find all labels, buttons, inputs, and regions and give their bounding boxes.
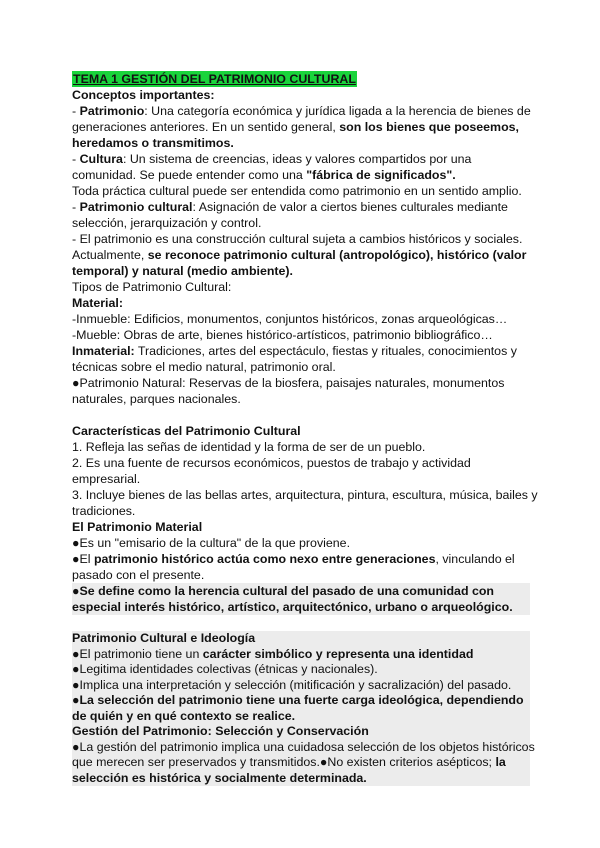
gestion-line-1: ●La gestión del patrimonio implica una cuidadosa selección de los objetos históricos	[72, 739, 535, 754]
ideologia-bullet-1-bold: carácter simbólico y representa una identidad	[202, 646, 474, 661]
construccion-line-1: - El patrimonio es una construcción cultural sujeta a cambios históricos y sociales.	[72, 232, 523, 246]
dash: -	[72, 200, 80, 214]
gestion-line-3: selección es histórica y socialmente determinada.	[72, 770, 367, 785]
patrimonio-bold-2: son los bienes que poseemos,	[339, 120, 519, 134]
material-bullet-3-line-1: ●Se define como la herencia cultural del pasado de una comunidad con	[72, 584, 494, 598]
ideologia-bullet-2: ●Legitima identidades colectivas (étnicas y nacionales).	[72, 662, 378, 676]
term-patrimonio-cultural: Patrimonio cultural	[79, 200, 193, 214]
document-content	[72, 71, 538, 786]
patrimonio-text-1: : Una categoría económica y jurídica ligada a la herencia de bienes de	[144, 104, 531, 118]
document-title: TEMA 1 GESTIÓN DEL PATRIMONIO CULTURAL	[73, 72, 356, 86]
material-label: Material:	[72, 296, 123, 310]
ideologia-bullet-4-line-2: de quién y en qué contexto se realice.	[72, 708, 296, 723]
term-patrimonio: Patrimonio	[79, 104, 145, 118]
caracteristica-3-line-2: tradiciones.	[72, 504, 136, 518]
ideologia-bullet-1	[72, 647, 530, 663]
caracteristica-3-line-1: 3. Incluye bienes de las bellas artes, arquitectura, pintura, escultura, música, bailes y	[72, 488, 538, 502]
conceptos-heading: Conceptos importantes:	[72, 88, 215, 102]
material-bullet-2-line-1	[72, 551, 532, 567]
gestion-text-2: que merecen ser preservados y transmitidos.●No existen criterios asépticos;	[72, 755, 496, 769]
gestion-heading: Gestión del Patrimonio: Selección y Conservación	[72, 724, 369, 738]
highlighted-block	[72, 583, 530, 615]
term-cultura: Cultura	[79, 152, 123, 166]
patrimonio-line-1	[72, 103, 532, 119]
title-line	[72, 71, 532, 87]
mueble-line: -Mueble: Obras de arte, bienes histórico-artísticos, patrimonio bibliográfico…	[72, 328, 493, 342]
natural-line-2: naturales, parques nacionales.	[72, 392, 241, 406]
inmueble-line: -Inmueble: Edificios, monumentos, conjuntos históricos, zonas arqueológicas…	[72, 312, 508, 326]
ideologia-bullet-3: ●Implica una interpretación y selección (mitificación y sacralización) del pasado.	[72, 677, 512, 692]
material-bullet-2-bold: patrimonio histórico actúa como nexo entre generaciones	[93, 552, 436, 566]
spacer	[72, 615, 532, 631]
construccion-bold-2: se reconoce patrimonio cultural (antropológico), histórico (valor	[147, 248, 527, 262]
ideologia-bullet-1-pre: ●El patrimonio tiene un	[72, 646, 203, 661]
inmaterial-label: Inmaterial:	[72, 344, 135, 358]
patrimonio-cultural-text-1: : Asignación de valor a ciertos bienes culturales mediante	[192, 200, 508, 214]
material-bullet-1: ●Es un "emisario de la cultura" de la que proviene.	[72, 536, 351, 550]
material-bullet-3-line-2: especial interés histórico, artístico, arquitectónico, urbano o arqueológico.	[72, 600, 513, 614]
patrimonio-cultural-line-2: selección, jerarquización y control.	[72, 216, 262, 230]
caracteristica-2-line-2: empresarial.	[72, 472, 141, 486]
cultura-line-1	[72, 151, 532, 167]
cultura-bold-2: "fábrica de significados".	[306, 168, 456, 182]
dash: -	[72, 152, 80, 166]
natural-line-1: ●Patrimonio Natural: Reservas de la biosfera, paisajes naturales, monumentos	[72, 376, 505, 390]
caracteristica-2-line-1: 2. Es una fuente de recursos económicos, puestos de trabajo y actividad	[72, 456, 471, 470]
spacer	[72, 407, 532, 423]
patrimonio-line-3: heredamos o transmitimos.	[72, 136, 234, 150]
inmaterial-line-1	[72, 343, 532, 359]
material-heading: El Patrimonio Material	[72, 520, 203, 534]
material-bullet-2-pre: ●El	[72, 552, 94, 566]
tipos-heading: Tipos de Patrimonio Cultural:	[72, 280, 232, 294]
caracteristicas-heading: Características del Patrimonio Cultural	[72, 424, 301, 438]
inmaterial-line-2: técnicas sobre el medio natural, patrimonio oral.	[72, 360, 336, 374]
construccion-line-3: temporal) y natural (medio ambiente).	[72, 264, 294, 278]
ideologia-bullet-4-line-1: ●La selección del patrimonio tiene una fuerte carga ideológica, dependiendo	[72, 693, 524, 707]
patrimonio-line-2	[72, 119, 532, 135]
material-bullet-2-line-2: pasado con el presente.	[72, 568, 205, 582]
ideologia-block	[72, 631, 535, 786]
cultura-line-2	[72, 167, 532, 183]
caracteristica-1: 1. Refleja las señas de identidad y la forma de ser de un pueblo.	[72, 440, 426, 454]
practica-line: Toda práctica cultural puede ser entendida como patrimonio en un sentido amplio.	[72, 184, 522, 198]
ideologia-heading: Patrimonio Cultural e Ideología	[72, 631, 256, 645]
cultura-text-2: comunidad. Se puede entender como una	[72, 168, 307, 182]
gestion-bold-2: la	[495, 755, 506, 769]
patrimonio-text-2: generaciones anteriores. En un sentido general,	[72, 120, 340, 134]
cultura-text-1: : Un sistema de creencias, ideas y valores compartidos por una	[122, 152, 472, 166]
construccion-line-2	[72, 247, 532, 263]
dash: -	[72, 104, 80, 118]
inmaterial-text-1: Tradiciones, artes del espectáculo, fiestas y rituales, conocimientos y	[134, 344, 517, 358]
construccion-text-2: Actualmente,	[72, 248, 148, 262]
gestion-line-2	[72, 755, 530, 771]
material-bullet-2-text: , vinculando el	[435, 552, 515, 566]
patrimonio-cultural-line-1	[72, 199, 532, 215]
